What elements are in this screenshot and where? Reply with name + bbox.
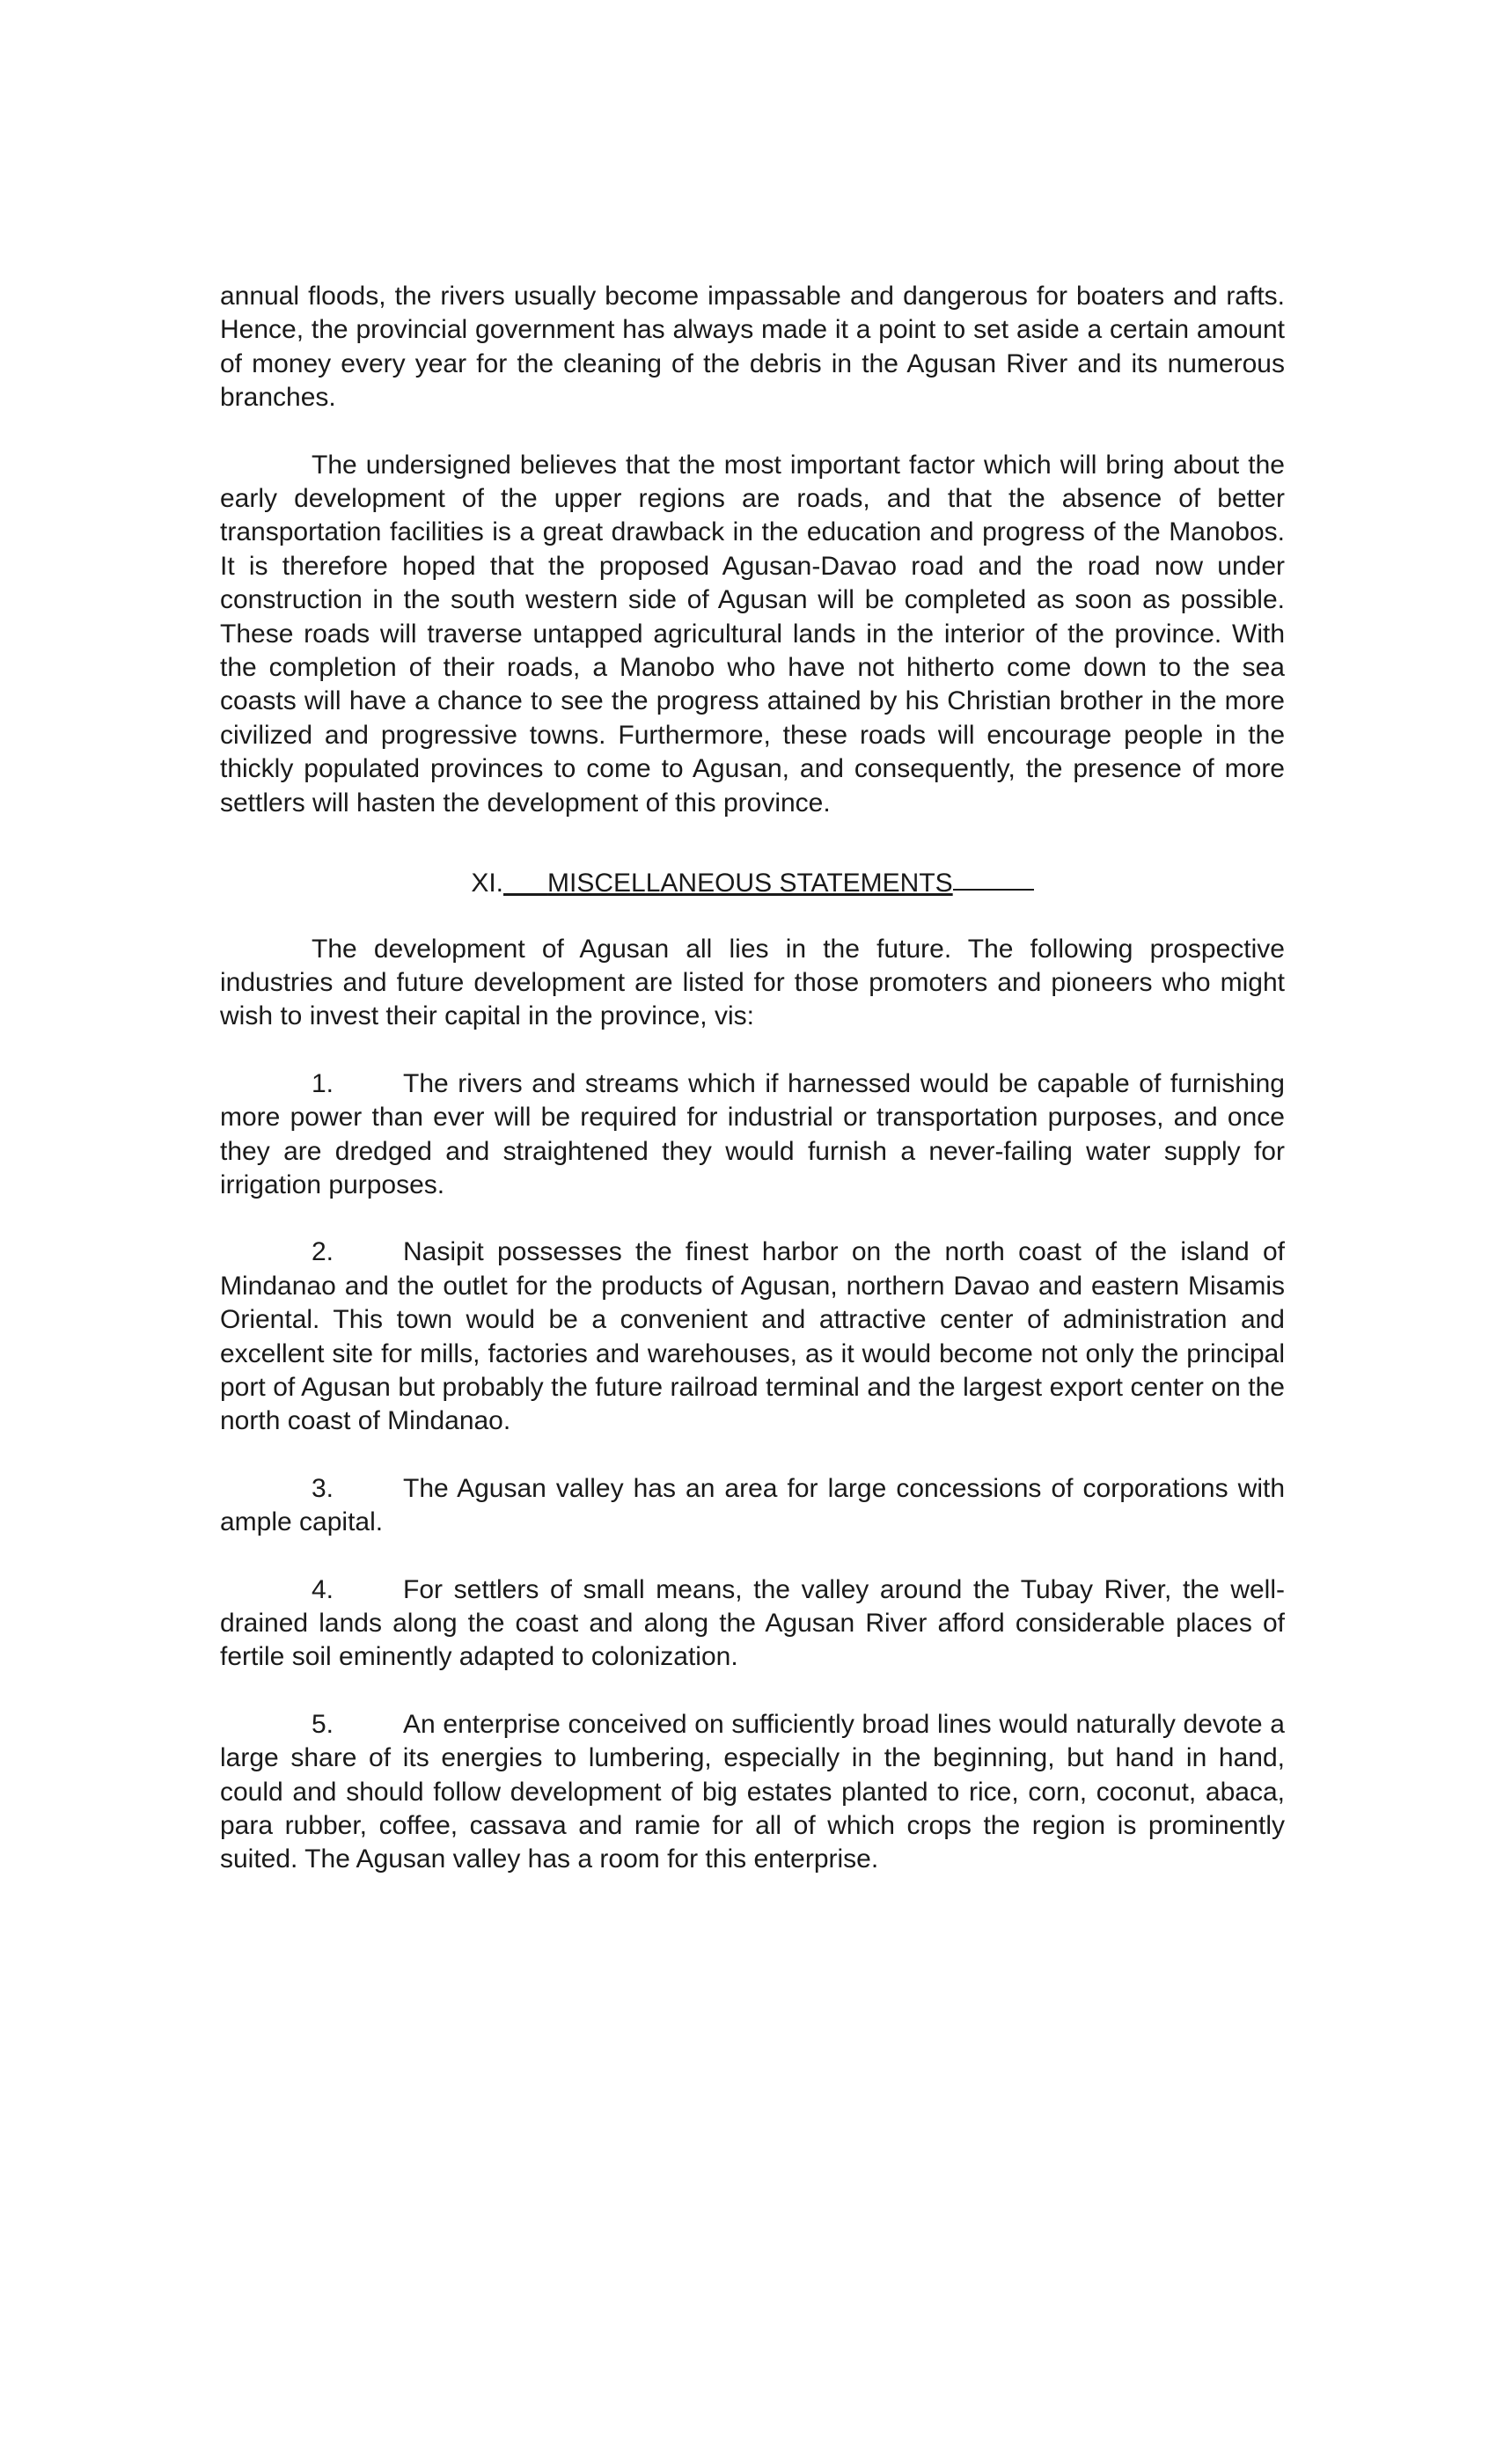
document-body xyxy=(220,280,1285,1910)
list-item-number: 2. xyxy=(312,1237,334,1267)
list-item-text: An enterprise conceived on sufficiently broad lines would naturally devote a large share of its energies to lumbering, especially in the beginning, but hand in hand, could and should follow development of big estates planted to rice, corn, coconut, abaca, para rubber, coffee, cassava and ramie for all of which crops the region is prominently suited. The Agusan valley has a room for this enterprise. xyxy=(220,1709,1285,1874)
section-heading-text xyxy=(471,869,952,898)
heading-underline-tail xyxy=(953,888,1034,891)
list-item-number: 3. xyxy=(312,1473,334,1503)
list-item-text: For settlers of small means, the valley around the Tubay River, the well-drained lands along the coast and along the Agusan River afford considerable places of fertile soil eminently adapted to colonization. xyxy=(220,1574,1285,1672)
list-item-number: 5. xyxy=(312,1709,334,1739)
section-number: XI. xyxy=(471,869,504,898)
section-title: MISCELLANEOUS STATEMENTS xyxy=(547,869,953,898)
list-item-number: 1. xyxy=(312,1068,334,1098)
list-item xyxy=(220,1472,1285,1540)
list-item-text: Nasipit possesses the finest harbor on the north coast of the island of Mindanao and the outlet for the products of Agusan, northern Davao and eastern Misamis Oriental. This town would be a convenient and attractive center of administration and excellent site for mills, factories and warehouses, as it would become not only the principal port of Agusan but probably the future railroad terminal and the largest export center on the north coast of Mindanao. xyxy=(220,1237,1285,1436)
list-item xyxy=(220,1573,1285,1675)
section-heading xyxy=(220,867,1285,900)
list-item xyxy=(220,1708,1285,1877)
paragraph-floods: annual floods, the rivers usually become impassable and dangerous for boaters and rafts. Hence, the provincial government has always made it a point to set aside a certain amount of money every year for the cleaning of the debris in the Agusan River and its numerous branches. xyxy=(220,282,1285,413)
list-item xyxy=(220,1236,1285,1438)
list-item-text: The Agusan valley has an area for large concessions of corporations with ample capital. xyxy=(220,1473,1285,1537)
paragraph-roads: The undersigned believes that the most important factor which will bring about the early development of the upper regions are roads, and that the absence of better transportation facilities is a great drawback in the education and progress of the Manobos. It is therefore hoped that the proposed Agusan-Davao road and the road now under construction in the south western side of Agusan will be completed as soon as possible. These roads will traverse untapped agricultural lands in the interior of the province. With the completion of their roads, a Manobo who have not hitherto come down to the sea coasts will have a chance to see the progress attained by his Christian brother in the more civilized and progressive towns. Furthermore, these roads will encourage people in the thickly populated provinces to come to Agusan, and consequently, the presence of more settlers will hasten the development of this province. xyxy=(220,450,1285,818)
list-item-number: 4. xyxy=(312,1574,334,1604)
list-item xyxy=(220,1067,1285,1203)
paragraph-intro: The development of Agusan all lies in the future. The following prospective industries and future development are listed for those promoters and pioneers who might wish to invest their capital in the province, vis: xyxy=(220,934,1285,1031)
list-item-text: The rivers and streams which if harnessed would be capable of furnishing more power than ever will be required for industrial or transportation purposes, and once they are dredged and straightened they would furnish a never-failing water supply for irrigation purposes. xyxy=(220,1068,1285,1199)
